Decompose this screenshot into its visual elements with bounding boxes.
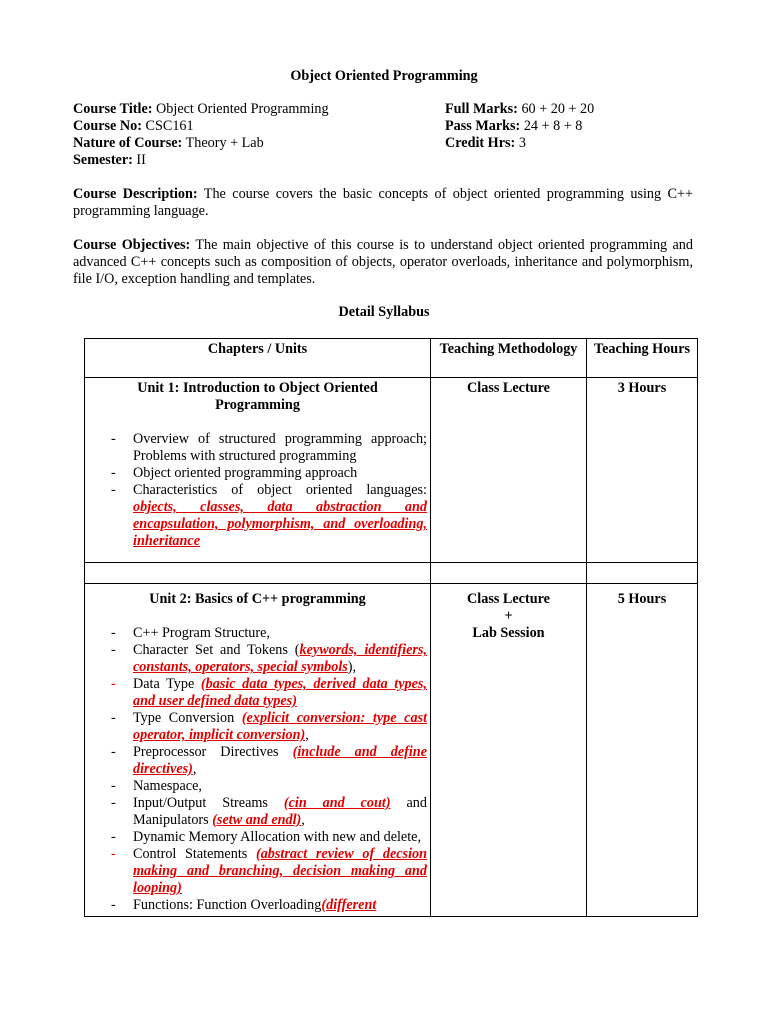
unit2-hours: 5 Hours bbox=[587, 584, 698, 917]
unit1-hours: 3 Hours bbox=[587, 378, 698, 563]
list-item: - Character Set and Tokens (keywords, identifiers, constants, operators, special symbols), bbox=[88, 642, 427, 676]
list-item: - Control Statements (abstract review of decsion making and branching, decision making and looping) bbox=[88, 846, 427, 897]
document-title: Object Oriented Programming bbox=[290, 68, 478, 84]
unit2-content bbox=[85, 584, 431, 917]
credit-hrs-field: Credit Hrs: 3 bbox=[445, 135, 526, 151]
list-item: - Preprocessor Directives (include and define directives), bbox=[88, 744, 427, 778]
table-row-unit2 bbox=[85, 584, 698, 917]
course-objectives: Course Objectives: The main objective of this course is to understand object oriented programming and advanced C++ concepts such as composition of objects, operator overloads, inheritance and polymorphism, file I/O, exception handling and templates. bbox=[73, 237, 693, 287]
course-meta bbox=[73, 101, 695, 169]
unit2-title: Unit 2: Basics of C++ programming bbox=[149, 591, 366, 607]
list-item: - Characteristics of object oriented languages: objects, classes, data abstraction and encapsulation, polymorphism, and overloading, inheritance bbox=[88, 482, 427, 550]
list-item: - Namespace, bbox=[88, 778, 427, 795]
unit1-topic-list bbox=[88, 431, 427, 550]
course-description: Course Description: The course covers the basic concepts of object oriented programming using C++ programming language. bbox=[73, 186, 693, 219]
semester-field: Semester: II bbox=[73, 152, 146, 168]
nature-field: Nature of Course: Theory + Lab bbox=[73, 135, 264, 151]
unit2-topic-list bbox=[88, 625, 427, 914]
table-row-spacer bbox=[85, 563, 698, 584]
list-item: - C++ Program Structure, bbox=[88, 625, 427, 642]
list-item: - Type Conversion (explicit conversion: type cast operator, implicit conversion), bbox=[88, 710, 427, 744]
unit1-methodology: Class Lecture bbox=[431, 378, 587, 563]
list-item: - Overview of structured programming approach; Problems with structured programming bbox=[88, 431, 427, 465]
list-item: - Data Type (basic data types, derived data types, and user defined data types) bbox=[88, 676, 427, 710]
list-item: - Dynamic Memory Allocation with new and delete, bbox=[88, 829, 427, 846]
table-header-row bbox=[85, 339, 698, 378]
pass-marks-field: Pass Marks: 24 + 8 + 8 bbox=[445, 118, 583, 134]
syllabus-table bbox=[84, 338, 698, 917]
header-chapters: Chapters / Units bbox=[85, 339, 431, 378]
unit1-content bbox=[85, 378, 431, 563]
list-item: - Object oriented programming approach bbox=[88, 465, 427, 482]
list-item: - Functions: Function Overloading(different bbox=[88, 897, 427, 914]
header-methodology: Teaching Methodology bbox=[431, 339, 587, 378]
header-hours: Teaching Hours bbox=[587, 339, 698, 378]
list-item: - Input/Output Streams (cin and cout) and Manipulators (setw and endl), bbox=[88, 795, 427, 829]
table-row-unit1 bbox=[85, 378, 698, 563]
detail-syllabus-heading: Detail Syllabus bbox=[338, 304, 430, 320]
full-marks-field: Full Marks: 60 + 20 + 20 bbox=[445, 101, 595, 117]
course-no-field: Course No: CSC161 bbox=[73, 118, 194, 134]
unit1-title: Unit 1: Introduction to Object Oriented Programming bbox=[137, 380, 378, 413]
unit2-methodology: Class Lecture + Lab Session bbox=[431, 584, 587, 917]
course-title-field: Course Title: Object Oriented Programming bbox=[73, 101, 329, 117]
